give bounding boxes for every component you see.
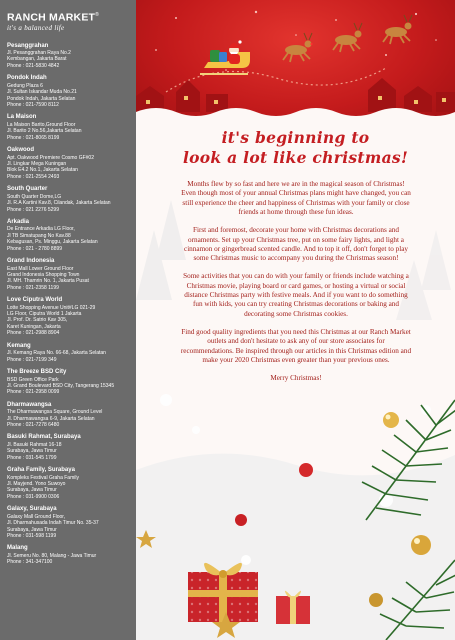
store-address-line: Phone : 021-7199 349 bbox=[7, 356, 57, 363]
article-headline bbox=[136, 128, 455, 168]
paragraph-intro: Months flew by so fast and here we are in the magical season of Christmas! Even though most of your annual Christmas plans might have changed, you can still experience the cheer and happiness of Christmas with your family or close friends at home through these fun ideas. bbox=[181, 180, 411, 217]
store-name: Galaxy, Surabaya bbox=[7, 506, 57, 513]
store-name: Graha Family, Surabaya bbox=[7, 467, 75, 474]
store-address-line: Pondok Indah, Jakarta Selatan bbox=[7, 95, 76, 102]
store-address-line: Phone : 021-8065 8199 bbox=[7, 134, 60, 141]
store-name: Oakwood bbox=[7, 147, 35, 154]
store-address-line: East Mall Lower Ground Floor bbox=[7, 265, 74, 272]
store-address-line: Kembangan, Jakarta Barat bbox=[7, 56, 67, 63]
store-entry bbox=[7, 369, 136, 396]
store-address-line: Jl. Kemang Raya No. 66-68, Jakarta Selatan bbox=[7, 350, 106, 357]
store-address-line: Jl. Lingkar Mega Kuningan bbox=[7, 160, 67, 167]
store-address-line: Phone : 341-347100 bbox=[7, 559, 53, 566]
store-address-line: Jl. Dharmawangsa 6-9, Jakarta Selatan bbox=[7, 415, 95, 422]
store-address-line: Surabaya, Jawa Timur bbox=[7, 448, 57, 455]
store-entry bbox=[7, 506, 136, 539]
store-address-line: Jl. Sultan Iskandar Muda No.21 bbox=[7, 89, 77, 96]
store-address-line: Jl. Pesanggrahan Raya No.2 bbox=[7, 50, 71, 56]
store-entry bbox=[7, 343, 136, 363]
store-address-line: Jl. MH. Thamrin No. 1, Jakarta Pusat bbox=[7, 278, 89, 285]
paragraph-greeting: Merry Christmas! bbox=[270, 373, 322, 382]
paragraph-ingredients: Find good quality ingredients that you need this Christmas at our Ranch Market outlets and don't hesitate to ask any of our store associates for recommendations. Be inspired through our articles in this Christmas edition and make your 2020 Christmas even greater than your previous ones. bbox=[180, 327, 412, 364]
store-entry bbox=[7, 186, 136, 213]
headline-line-2: look a lot like christmas! bbox=[182, 148, 409, 167]
store-entry bbox=[7, 402, 136, 429]
store-name: Love Ciputra World bbox=[7, 297, 63, 304]
store-name: Grand Indonesia bbox=[7, 258, 55, 265]
christmas-article bbox=[136, 0, 455, 640]
store-name: South Quarter bbox=[7, 186, 48, 193]
store-entry bbox=[7, 43, 136, 70]
store-address-line: Blok E4.2 No.1, Jakarta Selatan bbox=[7, 167, 78, 174]
store-address-line: Jl. Dharmahusada Indah Timur No. 35-37 bbox=[7, 520, 99, 527]
store-address-line: Karet Kuningan, Jakarta bbox=[7, 323, 61, 330]
store-name: Pesanggrahan bbox=[7, 42, 49, 49]
store-entry bbox=[7, 75, 136, 108]
store-address-line: The Dharmawangsa Square, Ground Level bbox=[7, 409, 103, 416]
store-entry bbox=[7, 434, 136, 461]
store-address-line: Phone : 021-7278 6480 bbox=[7, 422, 60, 429]
store-entry bbox=[7, 114, 136, 141]
store-address-line: BSD Green Office Park bbox=[7, 376, 59, 383]
logo-tagline: it's a balanced life bbox=[7, 23, 65, 32]
store-address-line: Phone : 031-9900 0306 bbox=[7, 493, 60, 500]
store-address-line: De Entrance Arkadia LG Floor, bbox=[7, 226, 75, 233]
store-address-line: Jl TB Simatupang No Kav.88 bbox=[7, 232, 71, 239]
store-address-line: Galaxy Mall Ground Floor, bbox=[7, 513, 66, 520]
store-address-line: Phone : 021 2276 5299 bbox=[7, 206, 59, 213]
store-entry bbox=[7, 219, 136, 252]
store-address-line: Phone : 021-2958 0099 bbox=[7, 389, 60, 396]
store-address-line: Jl. Semeru No. 80, Malang - Jawa Timur bbox=[7, 552, 97, 559]
store-address-line: Phone : 021-2358 1199 bbox=[7, 284, 59, 291]
store-address-line: La Maison Barito,Ground Floor bbox=[7, 121, 76, 128]
store-entry bbox=[7, 258, 136, 291]
store-list bbox=[7, 43, 136, 566]
store-name: La Maison bbox=[7, 114, 37, 121]
store-address-line: LG Floor, Ciputra World 1 Jakarta bbox=[7, 311, 82, 318]
store-address-line: Grand Indonesia Shopping Town bbox=[7, 271, 80, 278]
store-name: Malang bbox=[7, 545, 28, 552]
store-name: Pondok Indah bbox=[7, 75, 47, 82]
store-address-line: Jl. Basuki Rahmat 16-18 bbox=[7, 441, 62, 448]
headline-line-1: it's beginning to bbox=[221, 128, 370, 147]
store-name: Kemang bbox=[7, 342, 31, 349]
store-address-line: Jl. Grand Boulevard BSD City, Tangerang 15345 bbox=[7, 382, 115, 389]
store-address-line: Phone : 021-2988 8904 bbox=[7, 330, 60, 337]
store-address-line: Kompleks Festival Graha Family bbox=[7, 474, 79, 481]
paragraph-decorate: First and foremost, decorate your home with Christmas decorations and ornaments. Set up your Christmas tree, put on some fairy lights, and light a cinnamon or gingerbread scented candle. And to top it off, don't forget to play some Christmas music to accompany you during the Christmas season! bbox=[184, 226, 408, 263]
store-entry bbox=[7, 297, 136, 337]
article-body bbox=[180, 180, 412, 392]
store-entry bbox=[7, 545, 136, 565]
store-name: Basuki Rahmat, Surabaya bbox=[7, 434, 81, 441]
store-entry bbox=[7, 147, 136, 180]
store-address-line: Phone : 021-2554 2493 bbox=[7, 173, 60, 180]
store-address-line: Jl. Mayjend. Yono Suwoyo bbox=[7, 481, 66, 488]
store-address-line: Phone : 031-598 1199 bbox=[7, 533, 57, 539]
store-entry bbox=[7, 467, 136, 500]
store-address-line: Gedung Plaza 6 bbox=[7, 82, 43, 89]
store-address-line: Kebagusan, Ps. Minggu, Jakarta Selatan bbox=[7, 239, 98, 246]
store-address-line: Lotte Shopping Avenue Unit#LG 021-29 bbox=[7, 304, 96, 311]
store-address-line: Surabaya, Jawa Timur bbox=[7, 526, 57, 533]
ranch-market-logo bbox=[7, 9, 136, 33]
store-address-line: Apt. Oakwood Premiere Cosmo GF#02 bbox=[7, 154, 94, 161]
store-address-line: Phone : 021-7590 8112 bbox=[7, 101, 59, 108]
store-address-line: Jl. Barito 2 No.56,Jakarta Selatan bbox=[7, 128, 82, 135]
paragraph-activities: Some activities that you can do with your family or friends include watching a Christmas movie, playing board or card games, or hosting a virtual or social distance Christmas party with festive meals. And if you want to do something fun with kids, you can try creating Christmas decorations or baking and decorating some Christmas cookies. bbox=[183, 272, 409, 318]
store-address-line: South Quarter Dome,LG bbox=[7, 193, 62, 200]
store-address-line: Surabaya, Jawa Timur bbox=[7, 487, 57, 494]
store-address-line: Phone : 031-545 1799 bbox=[7, 454, 57, 461]
store-directory-sidebar bbox=[0, 0, 136, 640]
store-address-line: Jl. Prof. Dr. Satrio Kav 305, bbox=[7, 317, 68, 324]
store-name: The Breeze BSD City bbox=[7, 369, 67, 375]
store-name: Dharmawangsa bbox=[7, 401, 52, 408]
store-address-line: Phone : 021 - 2780 8899 bbox=[7, 245, 63, 252]
store-address-line: Jl. R.A Kartini Kav.8, Cilandak, Jakarta Selatan bbox=[7, 200, 111, 207]
store-name: Arkadia bbox=[7, 218, 30, 225]
store-address-line: Phone : 021-5830 4842 bbox=[7, 62, 60, 69]
logo-wordmark: RANCH MARKET® bbox=[7, 11, 100, 24]
